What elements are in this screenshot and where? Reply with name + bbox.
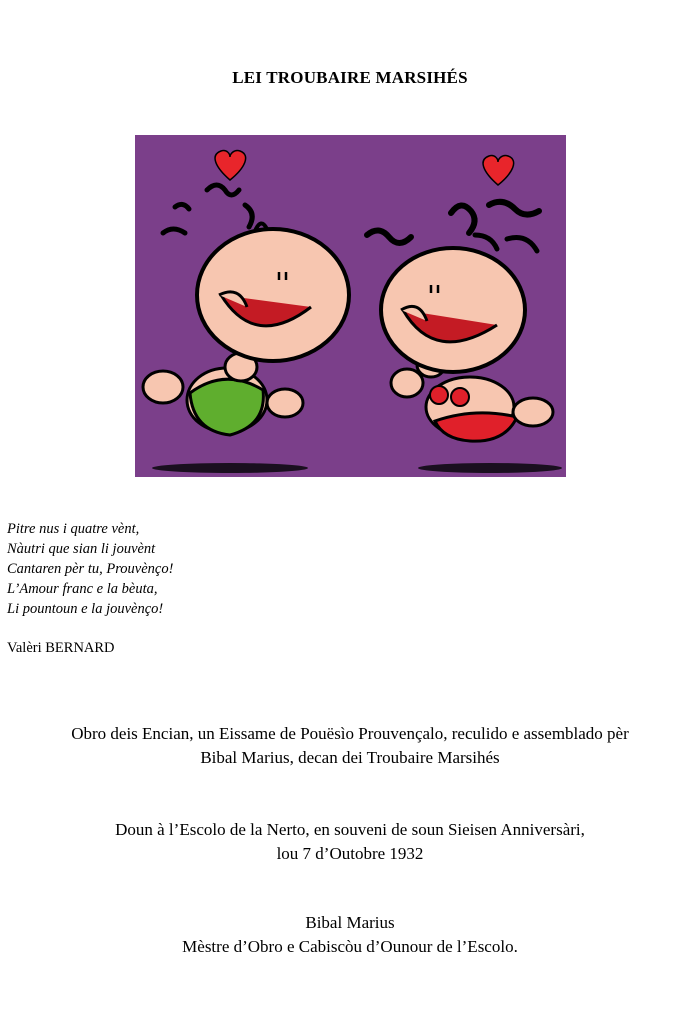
work-description <box>0 722 700 770</box>
signature-name: Bibal Marius <box>305 913 395 932</box>
gift-line: Doun à l’Escolo de la Nerto, en souveni de soun Sieisen Anniversàri, <box>115 820 585 839</box>
right-shadow <box>418 463 562 473</box>
poem-line: Cantaren pèr tu, Prouvènço! <box>7 561 174 577</box>
gift-dedication <box>0 818 700 866</box>
page-title: LEI TROUBAIRE MARSIHÉS <box>232 68 468 87</box>
poem-line: Pitre nus i quatre vènt, <box>7 521 140 537</box>
poem-author: Valèri BERNARD <box>7 640 115 656</box>
work-line: Obro deis Encian, un Eissame de Pouësìo Prouvençalo, reculido e assemblado pèr <box>71 724 629 743</box>
poem-line: Li pountoun e la jouvènço! <box>7 601 164 617</box>
left-shadow <box>152 463 308 473</box>
poem-line: L’Amour franc e la bèuta, <box>7 581 158 597</box>
signature-title: Mèstre d’Obro e Cabiscòu d’Ounour de l’Escolo. <box>182 937 518 956</box>
cartoon-illustration <box>135 135 566 477</box>
work-line: Bibal Marius, decan dei Troubaire Marsihés <box>200 748 500 767</box>
poem-line: Nàutri que sian li jouvènt <box>7 541 156 557</box>
signature-block <box>0 911 700 959</box>
gift-line: lou 7 d’Outobre 1932 <box>276 844 424 863</box>
poem <box>7 519 173 619</box>
